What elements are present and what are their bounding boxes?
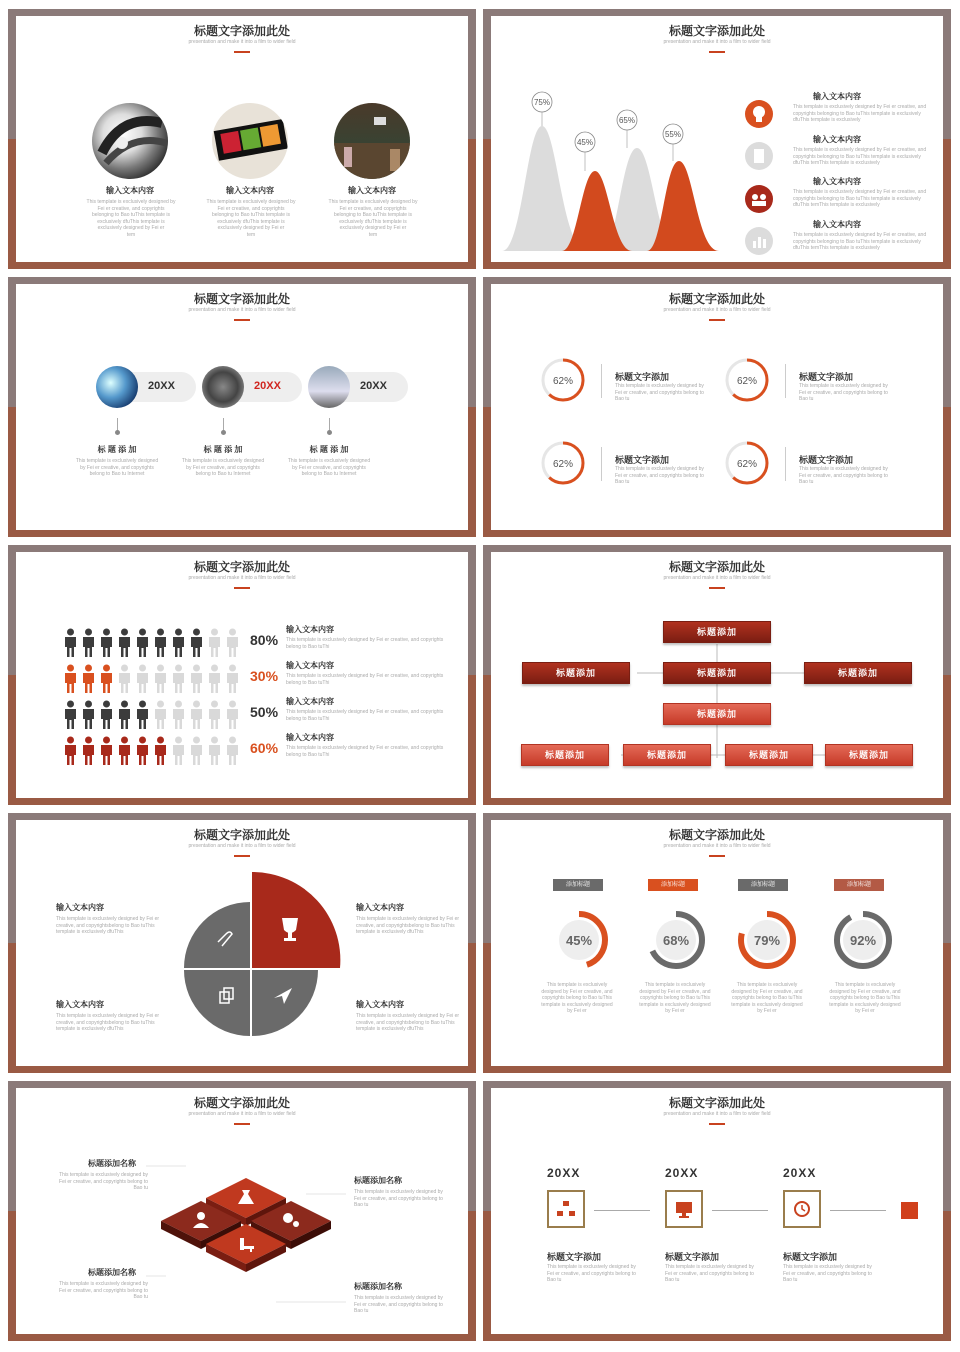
slide-5[interactable] xyxy=(8,545,476,805)
person-icon xyxy=(116,664,133,694)
slide-1[interactable] xyxy=(8,9,476,269)
quadrant-chart xyxy=(184,872,348,1036)
film-strip-photo xyxy=(212,103,288,179)
peak-chart xyxy=(497,86,727,256)
item-label: 标题文字添加 xyxy=(799,455,854,465)
divider xyxy=(785,364,786,398)
org-mid-box: 标题添加 xyxy=(663,662,771,684)
item-label: 标 题 添 加 xyxy=(97,445,137,454)
person-icon xyxy=(80,700,97,730)
item-text: This template is exclusively designed by Fei er creative, and copyrights belong to Bao tuThis template is exclusively designed by Fei er xyxy=(639,982,711,1015)
slide-title: 标题文字添加此处 xyxy=(193,292,290,306)
timeline-line xyxy=(594,1210,650,1211)
person-icon xyxy=(206,700,223,730)
item-label: 标题添加名称 xyxy=(88,1159,136,1168)
divider xyxy=(785,447,786,481)
people-row xyxy=(62,736,242,771)
person-icon xyxy=(80,664,97,694)
ring-value: 62% xyxy=(552,459,574,470)
item-text: This template is exclusively designed by Fei er creative, and copyrights belong to Bao tu xyxy=(354,1295,443,1315)
slide-title: 标题文字添加此处 xyxy=(668,828,765,842)
slide-subtitle: presentation and make it into a film to wider field xyxy=(663,1111,771,1117)
title-underline xyxy=(234,587,250,589)
item-text: This template is exclusively designed by Fei er creative, and copyrights belong to Bao tuThi xyxy=(286,637,444,650)
item-label: 输入文本内容 xyxy=(813,135,861,144)
isometric-blocks xyxy=(146,1158,346,1308)
title-underline xyxy=(234,51,250,53)
item-text: This template is exclusively designed by Fei er creative, and copyrights belong to Bao tuThi xyxy=(286,745,444,758)
org-bottom-box: 标题添加 xyxy=(623,744,711,766)
person-icon xyxy=(152,628,169,658)
document-icon xyxy=(745,142,773,170)
person-icon xyxy=(224,736,241,766)
person-icon xyxy=(170,628,187,658)
slide-subtitle: presentation and make it into a film to wider field xyxy=(188,307,296,313)
year-label: 20XX xyxy=(783,1166,817,1180)
item-label: 标题文字添加 xyxy=(615,372,670,382)
item-text: This template is exclusively designed by Fei er creative, and copyrights belong to Bao tu xyxy=(799,383,888,403)
people-row xyxy=(62,628,242,663)
quadrant-top-left xyxy=(184,902,250,968)
progress-ring xyxy=(723,356,771,404)
person-icon xyxy=(170,700,187,730)
item-label: 输入文本内容 xyxy=(286,625,334,634)
slide-subtitle: presentation and make it into a film to wider field xyxy=(663,39,771,45)
slide-title: 标题文字添加此处 xyxy=(668,1096,765,1110)
timeline-line xyxy=(712,1210,768,1211)
percent-value: 80% xyxy=(250,632,279,648)
item-text: This template is exclusively designed by Fei er creative, and copyrights belonging to Bao tuThis template is exclusively dfuThis template is exclusively designed by Fei er xyxy=(206,199,296,232)
camera-lens-photo xyxy=(96,366,138,408)
item-text-tail: tem xyxy=(126,232,136,238)
item-text: This template is exclusively designed by Fei er creative, and copyrights belong to Bao tuThis template is exclusively designed by Fei er xyxy=(541,982,613,1015)
slide-subtitle: presentation and make it into a film to wider field xyxy=(188,575,296,581)
item-text: This template is exclusively designed by Fei er creative, and copyrights belonging to Bao tuThis template is exclusively dfuThis template is exclusively xyxy=(793,104,927,124)
person-icon xyxy=(170,664,187,694)
person-icon xyxy=(98,736,115,766)
peak-label: 75% xyxy=(533,98,551,107)
person-icon xyxy=(170,736,187,766)
slide-8[interactable] xyxy=(483,813,951,1073)
item-text: This template is exclusively designed by Fei er creative, and copyrights belong to Bao tu xyxy=(547,1264,636,1284)
person-icon xyxy=(134,664,151,694)
item-text: This template is exclusively designed by Fei er creative, and copyrights belong to Bao tu Internet xyxy=(181,458,265,478)
org-bottom-box: 标题添加 xyxy=(825,744,913,766)
connector-dot xyxy=(115,430,120,435)
peak-label: 55% xyxy=(664,130,682,139)
divider xyxy=(601,364,602,398)
person-icon xyxy=(134,700,151,730)
team-icon xyxy=(745,185,773,213)
title-underline xyxy=(234,855,250,857)
monitor-icon xyxy=(665,1190,703,1228)
slide-4[interactable] xyxy=(483,277,951,537)
slide-9[interactable] xyxy=(8,1081,476,1341)
slide-title: 标题文字添加此处 xyxy=(668,560,765,574)
item-label: 标题文字添加 xyxy=(783,1252,838,1262)
item-label: 输入文本内容 xyxy=(348,186,396,195)
quadrant-bottom-left xyxy=(184,970,250,1036)
org-bottom-box: 标题添加 xyxy=(725,744,813,766)
film-camera-photo xyxy=(202,366,244,408)
percent-value: 50% xyxy=(250,704,279,720)
org-bottom-box: 标题添加 xyxy=(521,744,609,766)
item-text: This template is exclusively designed by Fei er creative, and copyrights belong to Bao tu xyxy=(665,1264,754,1284)
person-icon xyxy=(134,736,151,766)
item-text: This template is exclusively designed by Fei er creative, and copyrightsbelong to Bao tuThis template is exclusively dfuThis xyxy=(56,1013,160,1033)
slide-title: 标题文字添加此处 xyxy=(193,24,290,38)
connector-dot xyxy=(327,430,332,435)
person-icon xyxy=(116,700,133,730)
ring-value: 92% xyxy=(849,933,877,948)
item-text: This template is exclusively designed by Fei er creative, and copyrights belong to Bao tuThis template is exclusively designed by Fei er xyxy=(731,982,803,1015)
year-label: 20XX xyxy=(360,380,387,392)
person-icon xyxy=(206,664,223,694)
item-label: 标 题 添 加 xyxy=(203,445,243,454)
person-icon xyxy=(80,736,97,766)
divider xyxy=(601,447,602,481)
title-underline xyxy=(709,1123,725,1125)
item-text: This template is exclusively designed by Fei er creative, and copyrights belonging to Bao tuThis template is exclusively dfuThis template is exclusively designed by Fei er xyxy=(328,199,418,232)
org-top-box: 标题添加 xyxy=(663,621,771,643)
people-row xyxy=(62,700,242,735)
item-text: This template is exclusively designed by Fei er creative, and copyrights belong to Bao tu xyxy=(59,1172,148,1192)
item-label: 输入文本内容 xyxy=(286,697,334,706)
item-text: This template is exclusively designed by Fei er creative, and copyrights belonging to Bao tuThis template is exclusively dfuThis temThis template is exclusively xyxy=(793,147,927,167)
tag-badge: 添加标题 xyxy=(834,879,884,891)
item-text: This template is exclusively designed by Fei er creative, and copyrights belong to Bao tu xyxy=(783,1264,872,1284)
person-icon xyxy=(206,736,223,766)
film-reel-photo xyxy=(92,103,168,179)
item-label: 标题添加名称 xyxy=(88,1268,136,1277)
person-icon xyxy=(62,664,79,694)
progress-ring xyxy=(723,439,771,487)
percent-value: 60% xyxy=(250,740,279,756)
item-label: 输入文本内容 xyxy=(286,733,334,742)
tag-badge: 添加标题 xyxy=(738,879,788,891)
item-text: This template is exclusively designed by Fei er creative, and copyrightsbelong to Bao tuThis template is exclusively dfuThis xyxy=(56,916,160,936)
item-label: 输入文本内容 xyxy=(56,1000,104,1009)
person-icon xyxy=(224,628,241,658)
slide-subtitle: presentation and make it into a film to wider field xyxy=(188,1111,296,1117)
end-square xyxy=(901,1202,918,1219)
tag-badge: 添加标题 xyxy=(553,879,603,891)
item-text: This template is exclusively designed by Fei er creative, and copyrights belong to Bao tu xyxy=(59,1281,148,1301)
slide-subtitle: presentation and make it into a film to wider field xyxy=(663,307,771,313)
progress-ring xyxy=(833,910,893,970)
item-text-tail: tem xyxy=(368,232,378,238)
item-text: This template is exclusively designed by Fei er creative, and copyrights belonging to Bao tuThis template is exclusively dfuThis temThis template is exclusively xyxy=(793,232,927,252)
title-underline xyxy=(709,855,725,857)
ring-value: 79% xyxy=(753,933,781,948)
title-underline xyxy=(234,1123,250,1125)
person-icon xyxy=(80,628,97,658)
peak-label: 45% xyxy=(576,138,594,147)
person-icon xyxy=(188,700,205,730)
item-label: 标题添加名称 xyxy=(354,1282,402,1291)
title-underline xyxy=(709,319,725,321)
slide-subtitle: presentation and make it into a film to wider field xyxy=(663,575,771,581)
org-sub-box: 标题添加 xyxy=(663,703,771,725)
slide-6[interactable] xyxy=(483,545,951,805)
peak-label: 65% xyxy=(618,116,636,125)
tag-badge: 添加标题 xyxy=(648,879,698,891)
slide-10[interactable] xyxy=(483,1081,951,1341)
slide-title: 标题文字添加此处 xyxy=(193,828,290,842)
item-text: This template is exclusively designed by Fei er creative, and copyrights belonging to Bao tuThis template is exclusively dfuThis template is exclusively designed by Fei er xyxy=(86,199,176,232)
item-label: 输入文本内容 xyxy=(813,92,861,101)
person-icon xyxy=(134,628,151,658)
item-label: 输入文本内容 xyxy=(286,661,334,670)
person-icon xyxy=(152,736,169,766)
quadrant-bottom-right xyxy=(252,970,318,1036)
person-icon xyxy=(98,664,115,694)
person-icon xyxy=(62,736,79,766)
item-label: 标题文字添加 xyxy=(665,1252,720,1262)
progress-ring xyxy=(646,910,706,970)
progress-ring xyxy=(539,356,587,404)
item-label: 输入文本内容 xyxy=(813,220,861,229)
ring-value: 62% xyxy=(736,376,758,387)
slide-subtitle: presentation and make it into a film to wider field xyxy=(188,843,296,849)
ring-value: 45% xyxy=(565,933,593,948)
clock-icon xyxy=(783,1190,821,1228)
item-text: This template is exclusively designed by Fei er creative, and copyrights belong to Bao tu Internet xyxy=(287,458,371,478)
person-icon xyxy=(206,628,223,658)
person-icon xyxy=(224,700,241,730)
peak-4 xyxy=(647,161,719,251)
person-icon xyxy=(98,628,115,658)
slide-2[interactable] xyxy=(483,9,951,269)
org-right-box: 标题添加 xyxy=(804,662,912,684)
head-icon xyxy=(745,100,773,128)
item-text: This template is exclusively designed by Fei er creative, and copyrights belong to Bao tu xyxy=(615,466,704,486)
person-icon xyxy=(188,628,205,658)
chart-icon xyxy=(745,227,773,255)
slide-title: 标题文字添加此处 xyxy=(193,1096,290,1110)
person-icon xyxy=(62,628,79,658)
item-text: This template is exclusively designed by Fei er creative, and copyrights belong to Bao tuThi xyxy=(286,709,444,722)
person-icon xyxy=(116,628,133,658)
progress-ring xyxy=(539,439,587,487)
item-text-tail: tem xyxy=(246,232,256,238)
item-label: 标 题 添 加 xyxy=(309,445,349,454)
item-label: 标题文字添加 xyxy=(799,372,854,382)
progress-ring xyxy=(549,910,609,970)
people-row xyxy=(62,664,242,699)
item-text: This template is exclusively designed by Fei er creative, and copyrightsbelong to Bao tuThis template is exclusively dfuThis xyxy=(356,1013,460,1033)
item-label: 标题文字添加 xyxy=(615,455,670,465)
item-label: 输入文本内容 xyxy=(356,1000,404,1009)
slide-7[interactable] xyxy=(8,813,476,1073)
ring-value: 68% xyxy=(662,933,690,948)
item-text: This template is exclusively designed by Fei er creative, and copyrights belong to Bao tu Internet xyxy=(75,458,159,478)
person-icon xyxy=(152,700,169,730)
percent-value: 30% xyxy=(250,668,279,684)
person-icon xyxy=(224,664,241,694)
year-label: 20XX xyxy=(148,380,175,392)
slide-title: 标题文字添加此处 xyxy=(193,560,290,574)
slide-subtitle: presentation and make it into a film to wider field xyxy=(663,843,771,849)
person-icon xyxy=(188,736,205,766)
item-label: 标题文字添加 xyxy=(547,1252,602,1262)
item-text: This template is exclusively designed by Fei er creative, and copyrights belong to Bao tuThi xyxy=(286,673,444,686)
item-text: This template is exclusively designed by Fei er creative, and copyrights belong to Bao tu xyxy=(354,1189,443,1209)
ring-value: 62% xyxy=(552,376,574,387)
item-label: 标题添加名称 xyxy=(354,1176,402,1185)
item-text: This template is exclusively designed by Fei er creative, and copyrights belong to Bao tuThis template is exclusively designed by Fei er xyxy=(829,982,901,1015)
item-text: This template is exclusively designed by Fei er creative, and copyrights belonging to Bao tuThis template is exclusively dfuThis temThis template is exclusively xyxy=(793,189,927,209)
progress-ring xyxy=(737,910,797,970)
year-label: 20XX xyxy=(254,380,281,392)
timeline-line xyxy=(830,1210,886,1211)
slide-title: 标题文字添加此处 xyxy=(668,292,765,306)
slide-title: 标题文字添加此处 xyxy=(668,24,765,38)
person-icon xyxy=(188,664,205,694)
item-label: 输入文本内容 xyxy=(56,903,104,912)
slide-subtitle: presentation and make it into a film to wider field xyxy=(188,39,296,45)
title-underline xyxy=(234,319,250,321)
slide-3[interactable] xyxy=(8,277,476,537)
item-label: 输入文本内容 xyxy=(813,177,861,186)
person-icon xyxy=(98,700,115,730)
item-text: This template is exclusively designed by Fei er creative, and copyrights belong to Bao tu xyxy=(799,466,888,486)
year-label: 20XX xyxy=(547,1166,581,1180)
item-text: This template is exclusively designed by Fei er creative, and copyrightsbelong to Bao tuThis template is exclusively dfuThis xyxy=(356,916,460,936)
studio-photo xyxy=(334,103,410,179)
ring-value: 62% xyxy=(736,459,758,470)
item-text: This template is exclusively designed by Fei er creative, and copyrights belong to Bao tu xyxy=(615,383,704,403)
year-label: 20XX xyxy=(665,1166,699,1180)
person-icon xyxy=(62,700,79,730)
person-icon xyxy=(152,664,169,694)
people-silhouette-photo xyxy=(308,366,350,408)
connector-dot xyxy=(221,430,226,435)
item-label: 输入文本内容 xyxy=(226,186,274,195)
person-icon xyxy=(116,736,133,766)
org-left-box: 标题添加 xyxy=(522,662,630,684)
item-label: 输入文本内容 xyxy=(356,903,404,912)
item-label: 输入文本内容 xyxy=(106,186,154,195)
hierarchy-icon xyxy=(547,1190,585,1228)
title-underline xyxy=(709,51,725,53)
